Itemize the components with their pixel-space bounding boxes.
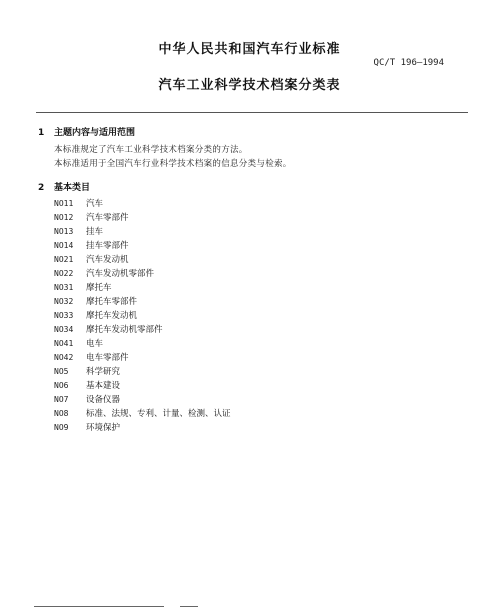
category-name: 电车零部件 [86, 353, 129, 363]
section-1-line-1: 本标准规定了汽车工业科学技术档案分类的方法。 [54, 145, 248, 155]
category-name: 环境保护 [86, 423, 121, 433]
category-name: 汽车发动机零部件 [86, 269, 155, 279]
category-row [54, 253, 231, 267]
category-name: 摩托车发动机零部件 [86, 325, 163, 335]
category-name: 汽车发动机 [86, 255, 129, 265]
category-row [54, 323, 231, 337]
category-name: 摩托车 [86, 283, 112, 293]
section-1-heading [38, 125, 135, 138]
category-name: 挂车零部件 [86, 241, 129, 251]
standard-org-header: 中华人民共和国汽车行业标准 [158, 42, 341, 57]
category-code: NO41 [54, 339, 74, 348]
category-code: NO42 [54, 353, 74, 362]
category-code: NO34 [54, 325, 74, 334]
category-code: NO33 [54, 311, 74, 320]
section-2-title: 基本类目 [54, 183, 91, 193]
category-row [54, 211, 231, 225]
category-name: 汽车零部件 [86, 213, 129, 223]
category-row [54, 351, 231, 365]
category-row [54, 337, 231, 351]
category-code: NO32 [54, 297, 74, 306]
category-code: NO22 [54, 269, 74, 278]
category-name: 挂车 [86, 227, 104, 237]
category-code: NO6 [54, 381, 69, 390]
standard-code: QC/T 196—1994 [373, 58, 444, 68]
category-row [54, 239, 231, 253]
category-row [54, 295, 231, 309]
category-row [54, 225, 231, 239]
category-row [54, 393, 231, 407]
category-row [54, 379, 231, 393]
footer-rule [34, 606, 164, 607]
category-code: NO5 [54, 367, 69, 376]
category-row [54, 281, 231, 295]
header-divider [36, 112, 468, 113]
section-2-number: 2 [38, 183, 45, 193]
category-list [54, 197, 231, 435]
section-1-line-2: 本标准适用于全国汽车行业科学技术档案的信息分类与检索。 [54, 159, 292, 169]
category-row [54, 267, 231, 281]
category-code: NO31 [54, 283, 74, 292]
category-code: NO21 [54, 255, 74, 264]
category-row [54, 365, 231, 379]
category-row [54, 421, 231, 435]
category-name: 科学研究 [86, 367, 121, 377]
category-name: 摩托车零部件 [86, 297, 138, 307]
category-code: NO13 [54, 227, 74, 236]
category-code: NO14 [54, 241, 74, 250]
section-2-heading [38, 180, 90, 193]
category-row [54, 309, 231, 323]
footer-rule-short [180, 606, 198, 607]
section-1-number: 1 [38, 128, 45, 138]
category-row [54, 407, 231, 421]
category-code: NO12 [54, 213, 74, 222]
category-code: NO7 [54, 395, 69, 404]
category-name: 电车 [86, 339, 104, 349]
category-code: NO9 [54, 423, 69, 432]
category-row [54, 197, 231, 211]
category-name: 设备仪器 [86, 395, 121, 405]
category-name: 摩托车发动机 [86, 311, 138, 321]
category-code: NO8 [54, 409, 69, 418]
category-name: 基本建设 [86, 381, 121, 391]
category-name: 标准、法规、专利、计量、检测、认证 [86, 409, 231, 419]
document-title: 汽车工业科学技术档案分类表 [158, 78, 341, 93]
section-1-title: 主题内容与适用范围 [54, 128, 136, 138]
category-code: NO11 [54, 199, 74, 208]
category-name: 汽车 [86, 199, 104, 209]
